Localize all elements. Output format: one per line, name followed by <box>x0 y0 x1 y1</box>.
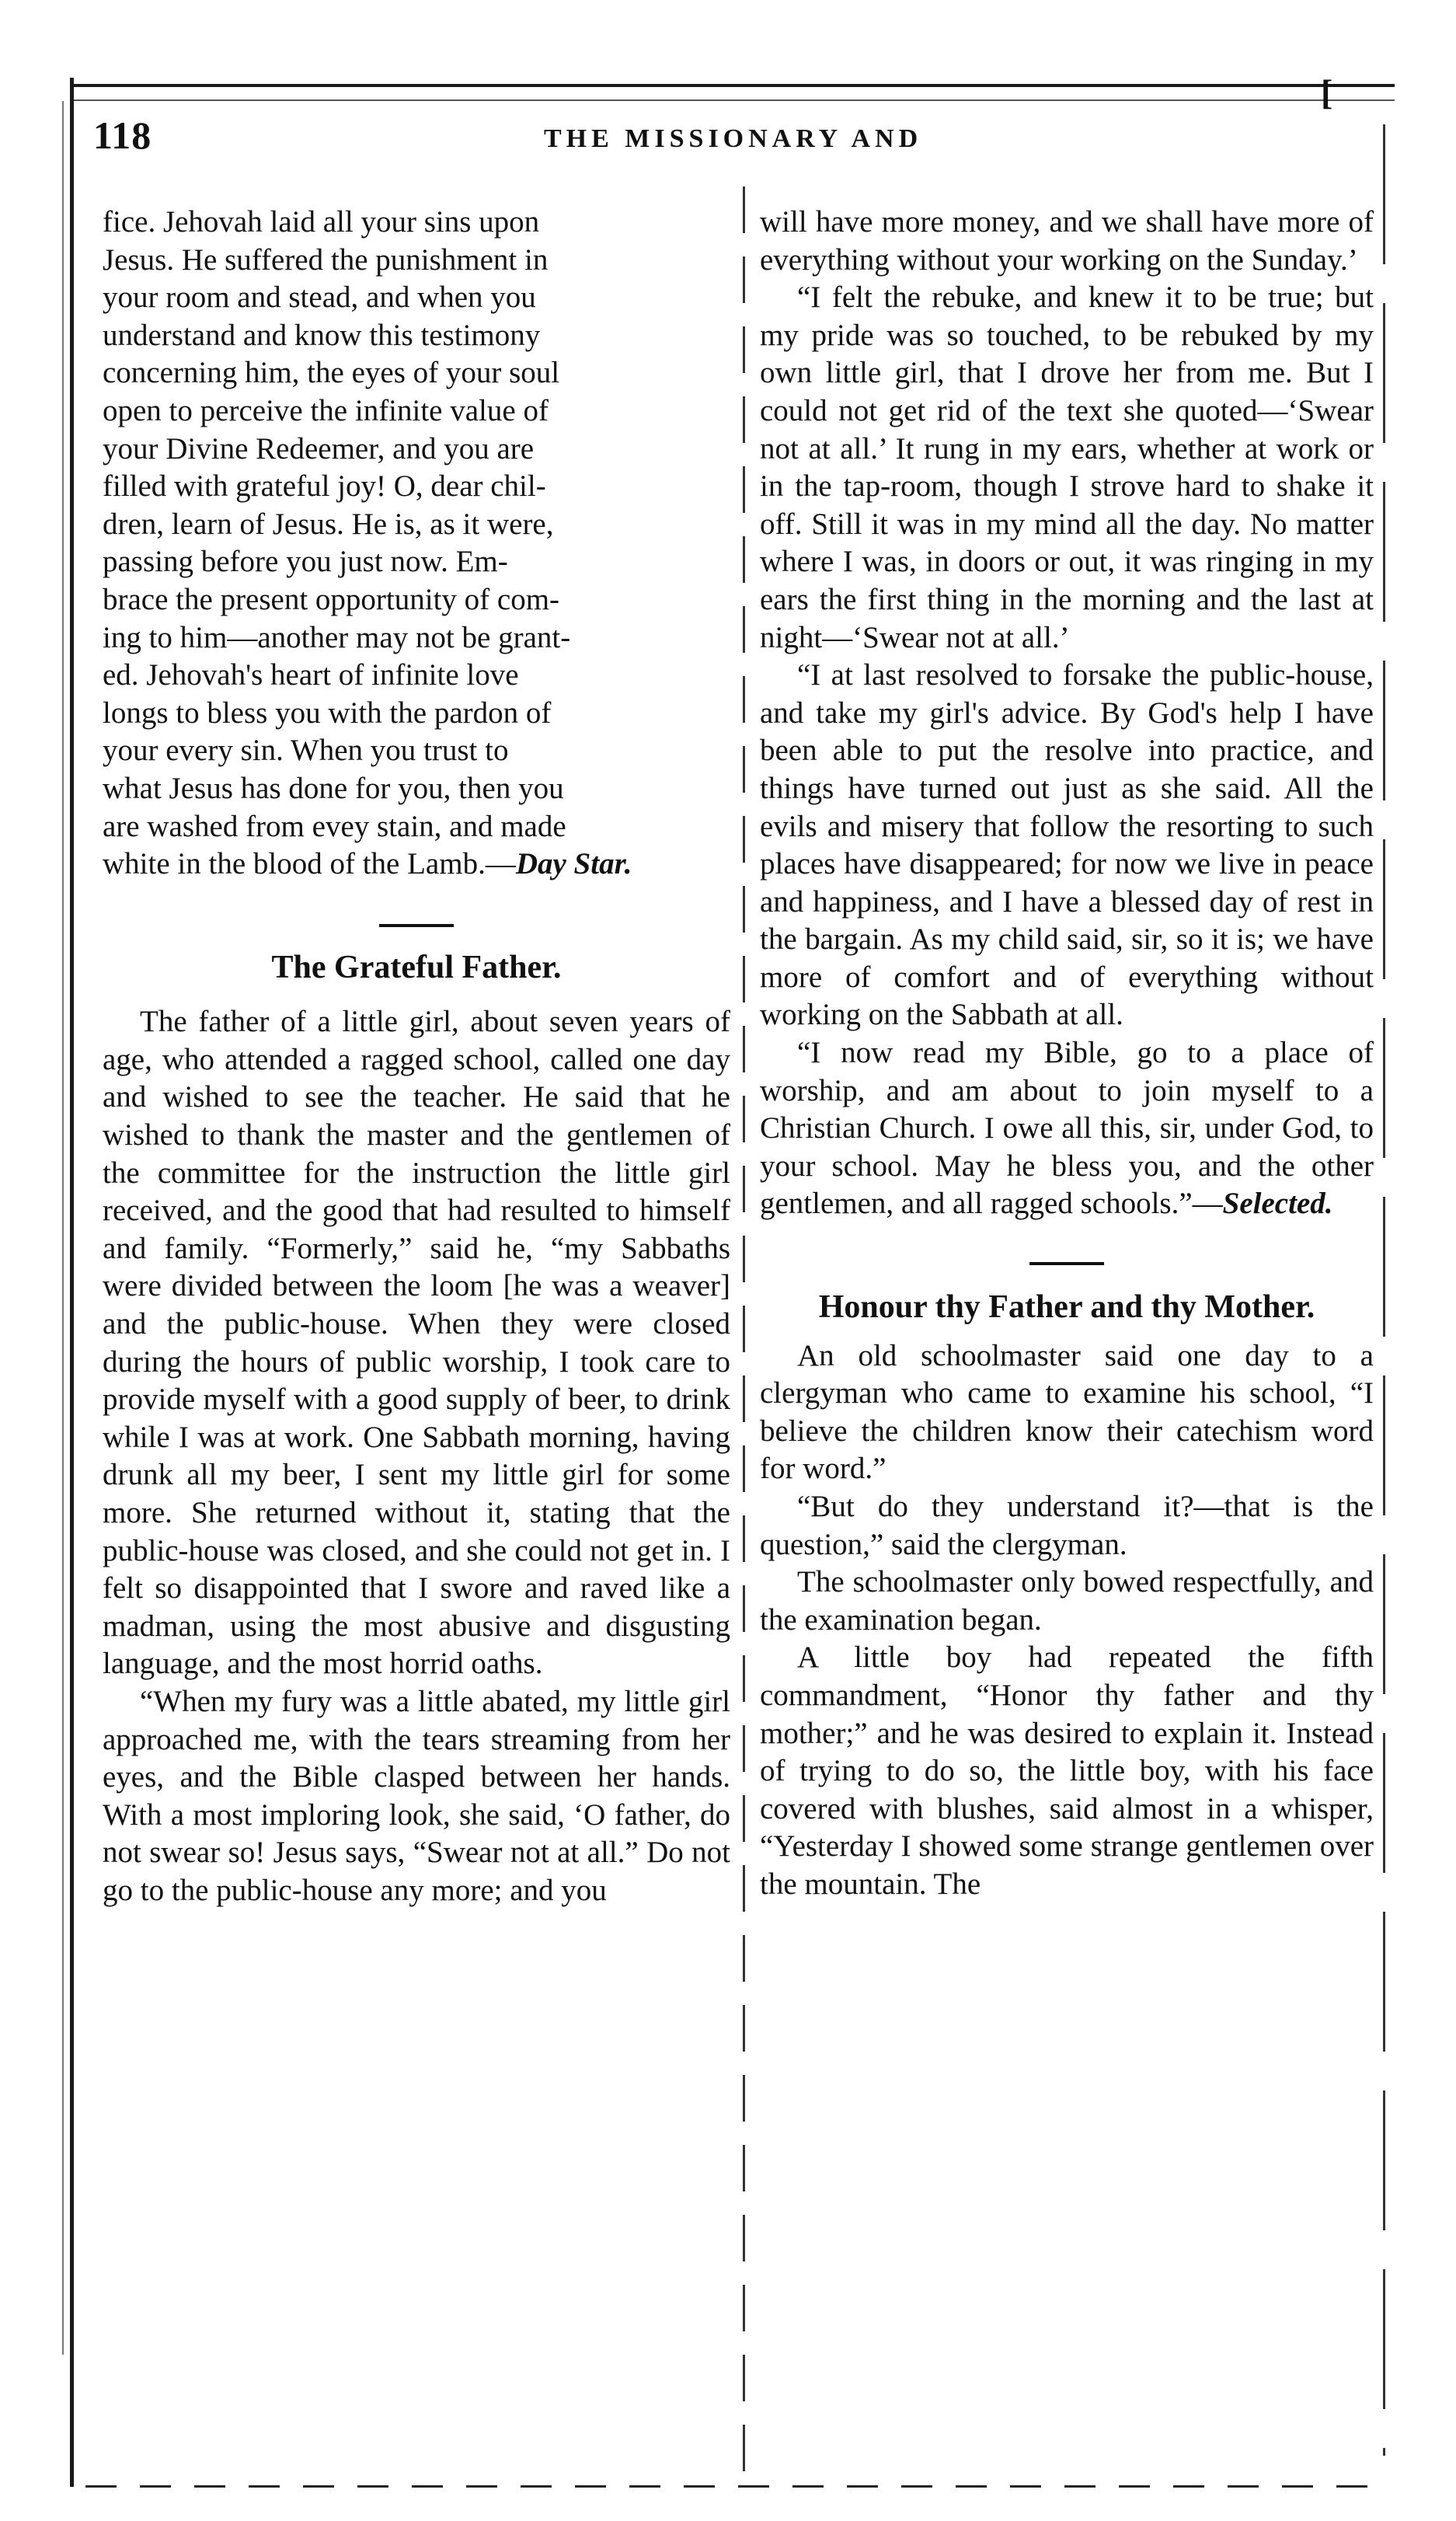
paragraph: The father of a little girl, about seven years of age, who attended a ragged school, called one day and wished to see the teacher. He said that he wished to thank the master and the gentlemen of the committee for the instruction the little girl received, and the good that had resulted to himself and family. “Formerly,” said he, “my Sabbaths were divided between the loom [he was a weaver] and the public-house. When they were closed during the hours of public worship, I took care to provide myself with a good supply of beer, to drink while I was at work. One Sabbath morning, having drunk all my beer, I sent my little girl for some more. She returned without it, stating that the public-house was closed, and she could not get in. I felt so disappointed that I swore and raved like a madman, using the most abusive and disgusting language, and the most horrid oaths. <box>103 1005 730 1681</box>
paragraph-text: “I now read my Bible, go to a place of worship, and am about to join myself to a Christian Church. I owe all this, sir, under God, to your school. May he bless you, and the other gentlemen, and all ragged schools.”— <box>760 1036 1374 1221</box>
top-rule <box>74 84 1395 87</box>
text-line: passing before you just now. Em- <box>103 545 508 579</box>
text-line: brace the present opportunity of com- <box>103 582 560 616</box>
text-line: your room and stead, and when you <box>103 281 536 315</box>
corner-mark: [ <box>1321 72 1333 112</box>
text-line: are washed from evey stain, and made <box>103 809 566 843</box>
left-column <box>103 204 730 1910</box>
text-line: fice. Jehovah laid all your sins upon <box>103 205 540 239</box>
column-divider <box>743 187 745 2479</box>
text-line: understand and know this testimony <box>103 318 541 352</box>
left-margin-rule <box>62 101 64 2355</box>
text-line <box>103 846 730 884</box>
text-line: dren, learn of Jesus. He is, as it were, <box>103 507 554 541</box>
text-line: your every sin. When you trust to <box>103 734 509 768</box>
paragraph: will have more money, and we shall have more of everything without your working on the Sunday.’ <box>760 205 1374 277</box>
right-column <box>760 204 1374 1904</box>
intro-signature: Day Star. <box>515 847 632 881</box>
text-line: what Jesus has done for you, then you <box>103 771 564 805</box>
text-line: ed. Jehovah's heart of infinite love <box>103 658 519 692</box>
text-line: Jesus. He suffered the punishment in <box>103 242 549 277</box>
text-line: concerning him, the eyes of your soul <box>103 356 560 390</box>
paragraph: “But do they understand it?—that is the question,” said the clergyman. <box>760 1490 1374 1561</box>
paragraph: “When my fury was a little abated, my little girl approached me, with the tears streaming from her eyes, and the Bible clasped between her hands. With a most imploring look, she said, ‘O father, do not swear so! Jesus says, “Swear not at all.” Do not go to the public-house any more; and you <box>103 1684 730 1907</box>
right-border-rule <box>1383 124 1385 2456</box>
page-number: 118 <box>93 113 152 157</box>
text-line: open to perceive the infinite value of <box>103 393 549 427</box>
left-border-rule <box>70 78 74 2487</box>
article-title-grateful-father: The Grateful Father. <box>271 949 562 985</box>
bottom-rule <box>85 2485 1367 2488</box>
intro-passage <box>103 204 730 884</box>
text-line: your Divine Redeemer, and you are <box>103 431 535 465</box>
final-signature: Selected. <box>1222 1187 1333 1221</box>
article-title-honour: Honour thy Father and thy Mother. <box>818 1289 1315 1326</box>
text-line: longs to bless you with the pardon of <box>103 696 552 730</box>
paragraph: The schoolmaster only bowed respectfully, and the examination began. <box>760 1565 1374 1637</box>
paragraph <box>760 1034 1374 1223</box>
text-line: ing to him—another may not be grant- <box>103 620 571 654</box>
paragraph: “I felt the rebuke, and knew it to be true; but my pride was so touched, to be rebuked by my own little girl, that I drove her from me. But I could not get rid of the text she quoted—‘Swear not at all.’ It rung in my ears, whether at work or in the tap-room, though I strove hard to shake it off. Still it was in my mind all the day. No matter where I was, in doors or out, it was ringing in my ears the first thing in the morning and the last at night—‘Swear not at all.’ <box>760 281 1374 654</box>
text-line-end: white in the blood of the Lamb.— <box>103 847 516 881</box>
text-line: filled with grateful joy! O, dear chil- <box>103 469 546 504</box>
paragraph: A little boy had repeated the fifth commandment, “Honor thy father and thy mother;” and he was desired to explain it. Instead of trying to do so, the little boy, with his face covered with blushes, said almost in a whisper, “Yesterday I showed some strange gentlemen over the mountain. The <box>760 1641 1374 1901</box>
running-head: THE MISSIONARY AND <box>544 124 923 153</box>
paragraph: “I at last resolved to forsake the public-house, and take my girl's advice. By God's help I have been able to put the resolve into practice, and things have turned out just as she said. All the evils and misery that follow the resorting to such places have disappeared; for now we live in peace and happiness, and I have a blessed day of rest in the bargain. As my child said, sir, so it is; we have more of comfort and of everything without working on the Sabbath at all. <box>760 658 1374 1032</box>
top-rule-thin <box>74 99 1395 101</box>
paragraph: An old schoolmaster said one day to a clergyman who came to examine his school, “I believe the children know their catechism word for word.” <box>760 1338 1374 1486</box>
